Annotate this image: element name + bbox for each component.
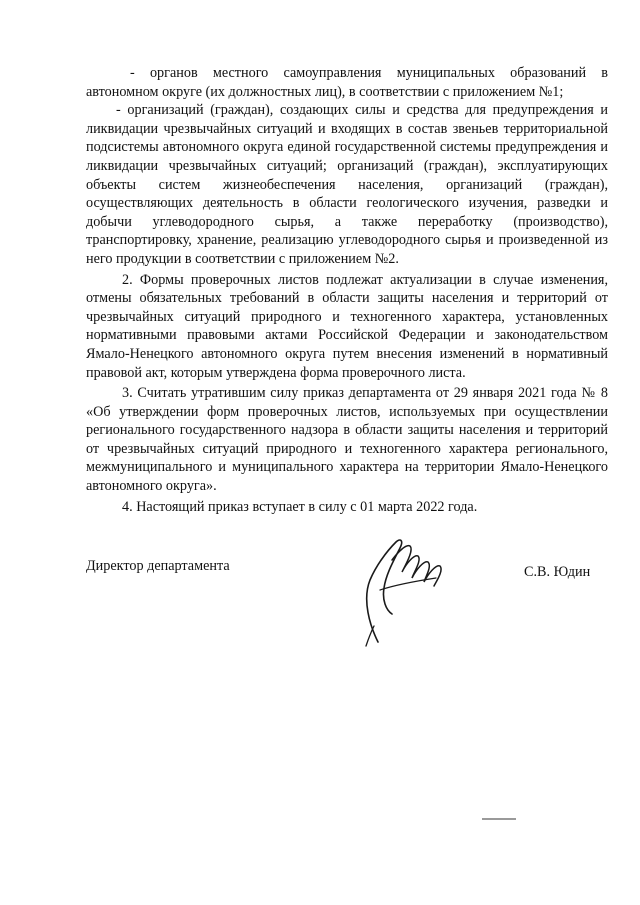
signatory-name: С.В. Юдин: [524, 564, 591, 580]
paragraph-item-4: 4. Настоящий приказ вступает в силу с 01 марта 2022 года.: [122, 498, 478, 515]
paragraph-list-item-1: - органов местного самоуправления муниципальных образований в автономном округе (их должностных лиц), в соответствии с приложением №1;: [86, 65, 608, 100]
scan-mark: [482, 818, 516, 820]
paragraph-item-2: 2. Формы проверочных листов подлежат актуализации в случае изменения, отмены обязательных требований в области защиты населения и территорий от чрезвычайных ситуаций природного и техногенного характера, установленных нормативными правовыми актами Российской Федерации и законодательством Ямало-Ненецкого автономного округа путем внесения изменений в нормативный правовой акт, которым утверждена форма проверочного листа.: [86, 271, 608, 381]
document-body: [86, 64, 608, 516]
signatory-title: Директор департамента: [86, 558, 230, 574]
paragraph-list-item-2: - организаций (граждан), создающих силы и средства для предупреждения и ликвидации чрезвычайных ситуаций и входящих в состав звеньев территориальной подсистемы автономного округа единой государственной системы предупреждения и ликвидации чрезвычайных ситуаций; организаций (граждан), эксплуатирующих объекты систем жизнеобеспечения населения, организаций (граждан), осуществляющих деятельность в области геологического изучения, разведки и добычи углеводородного сырья, а также переработку (производство), транспортировку, хранение, реализацию углеводородного сырья и произведенной из него продукции в соответствии с приложением №2.: [86, 102, 608, 267]
handwritten-signature: [340, 530, 460, 650]
paragraph-item-3: 3. Считать утратившим силу приказ департамента от 29 января 2021 года № 8 «Об утверждении форм проверочных листов, используемых при осуществлении регионального государственного надзора в области защиты населения и территорий от чрезвычайных ситуаций природного и техногенного характера регионального, межмуниципального и муниципального характера на территории Ямало-Ненецкого автономного округа».: [86, 385, 608, 495]
